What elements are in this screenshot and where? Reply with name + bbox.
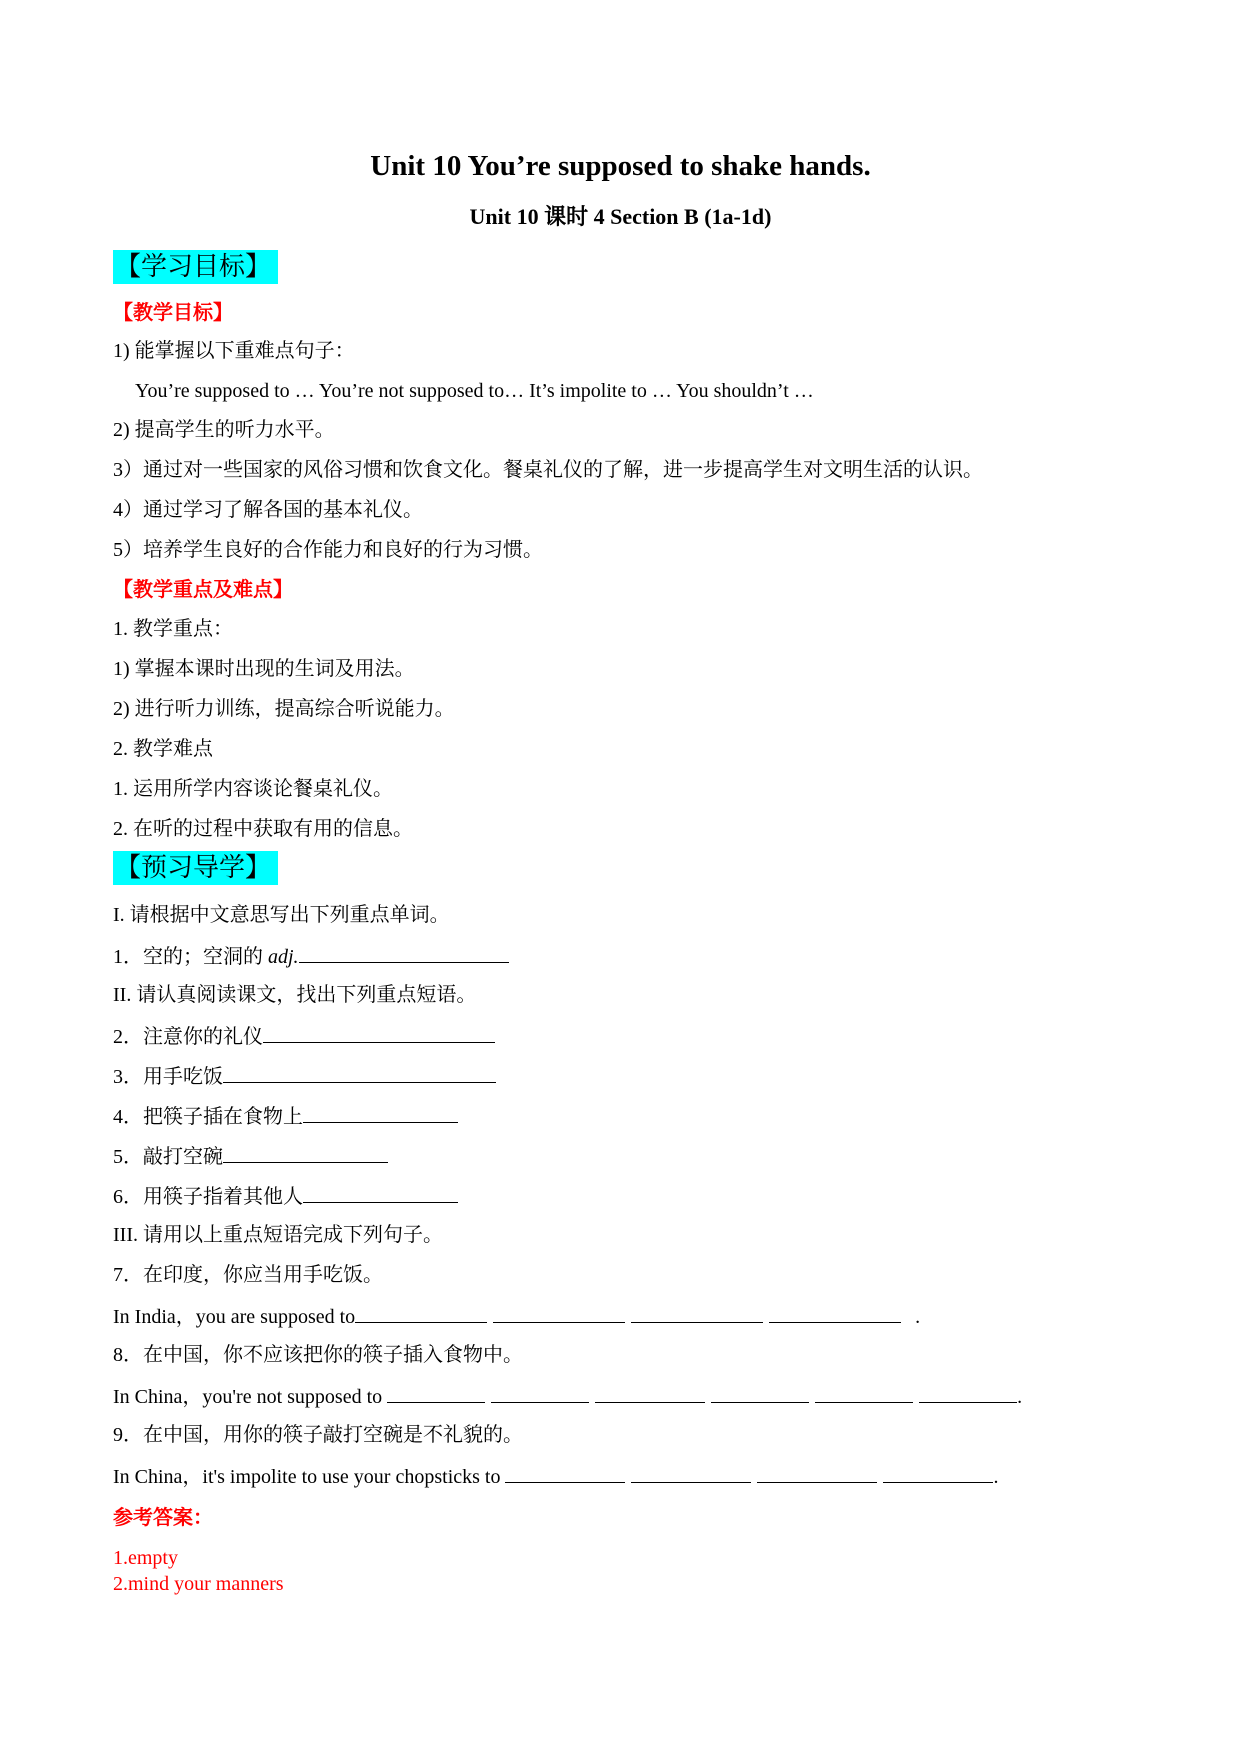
document-title: Unit 10 You’re supposed to shake hands. xyxy=(370,150,871,182)
question-8-chinese: 8．在中国，你不应该把你的筷子插入食物中。 xyxy=(113,1344,523,1366)
part-two-instruction: II. 请认真阅读课文，找出下列重点短语。 xyxy=(113,984,477,1006)
question-5 xyxy=(113,1142,388,1170)
goal-line: 4）通过学习了解各国的基本礼仪。 xyxy=(113,499,423,521)
key-point-line: 1) 掌握本课时出现的生词及用法。 xyxy=(113,658,415,680)
question-7-prompt: In India，you are supposed to xyxy=(113,1306,356,1328)
goal-line: 1) 能掌握以下重难点句子： xyxy=(113,340,355,362)
question-5-text: 5．敲打空碗 xyxy=(113,1146,223,1168)
answer-blank[interactable] xyxy=(299,942,509,963)
answer-blank[interactable] xyxy=(387,1382,485,1403)
answer-item: 2.mind your manners xyxy=(113,1573,284,1595)
key-point-line: 1. 教学重点： xyxy=(113,618,233,640)
answer-blank[interactable] xyxy=(303,1102,458,1123)
part-three-instruction: III. 请用以上重点短语完成下列句子。 xyxy=(113,1224,443,1246)
document-subtitle: Unit 10 课时 4 Section B (1a-1d) xyxy=(469,204,772,229)
answer-blank[interactable] xyxy=(919,1382,1017,1403)
question-6 xyxy=(113,1182,458,1210)
answer-item: 1.empty xyxy=(113,1547,178,1569)
answer-blank[interactable] xyxy=(505,1462,625,1483)
answer-blank[interactable] xyxy=(711,1382,809,1403)
question-4-text: 4．把筷子插在食物上 xyxy=(113,1106,303,1128)
question-2 xyxy=(113,1022,495,1050)
answer-blank[interactable] xyxy=(631,1302,763,1323)
answer-blank[interactable] xyxy=(303,1182,458,1203)
answer-blank[interactable] xyxy=(355,1302,487,1323)
answer-blank[interactable] xyxy=(491,1382,589,1403)
question-2-text: 2．注意你的礼仪 xyxy=(113,1026,263,1048)
question-1-pos: adj. xyxy=(268,946,299,968)
key-point-line: 2) 进行听力训练，提高综合听说能力。 xyxy=(113,698,455,720)
key-point-line: 1. 运用所学内容谈论餐桌礼仪。 xyxy=(113,778,393,800)
answer-blank[interactable] xyxy=(223,1062,496,1083)
answer-blank[interactable] xyxy=(631,1462,751,1483)
teaching-goals-heading: 【教学目标】 xyxy=(113,300,233,324)
question-4 xyxy=(113,1102,458,1130)
goal-line: 5）培养学生良好的合作能力和良好的行为习惯。 xyxy=(113,539,543,561)
answer-blank[interactable] xyxy=(223,1142,388,1163)
answer-blank[interactable] xyxy=(757,1462,877,1483)
question-1 xyxy=(113,942,509,970)
key-point-line: 2. 教学难点 xyxy=(113,738,213,760)
sentence-period: . xyxy=(993,1466,999,1488)
answer-blank[interactable] xyxy=(493,1302,625,1323)
question-9-english xyxy=(113,1462,998,1490)
question-3 xyxy=(113,1062,496,1090)
goal-line: 3）通过对一些国家的风俗习惯和饮食文化。餐桌礼仪的了解，进一步提高学生对文明生活的认识。 xyxy=(113,459,983,481)
question-9-chinese: 9．在中国，用你的筷子敲打空碗是不礼貌的。 xyxy=(113,1424,523,1446)
answer-blank[interactable] xyxy=(263,1022,495,1043)
section-heading-preview: 【预习导学】 xyxy=(113,851,278,885)
answer-blank[interactable] xyxy=(815,1382,913,1403)
section-heading-learning-goals: 【学习目标】 xyxy=(113,250,278,284)
question-6-text: 6．用筷子指着其他人 xyxy=(113,1186,303,1208)
key-point-line: 2. 在听的过程中获取有用的信息。 xyxy=(113,818,413,840)
question-1-text: 1．空的；空洞的 xyxy=(113,946,268,968)
question-9-prompt: In China，it's impolite to use your chopsticks to xyxy=(113,1466,506,1488)
sentence-period: . xyxy=(915,1306,921,1328)
answer-blank[interactable] xyxy=(595,1382,705,1403)
question-7-chinese: 7．在印度，你应当用手吃饭。 xyxy=(113,1264,383,1286)
key-points-heading: 【教学重点及难点】 xyxy=(113,577,293,601)
part-one-instruction: I. 请根据中文意思写出下列重点单词。 xyxy=(113,904,450,926)
answer-blank[interactable] xyxy=(769,1302,901,1323)
question-7-english xyxy=(113,1302,920,1330)
goal-line: 2) 提高学生的听力水平。 xyxy=(113,419,335,441)
sentence-period: . xyxy=(1017,1386,1023,1408)
question-8-prompt: In China，you're not supposed to xyxy=(113,1386,388,1408)
answer-blank[interactable] xyxy=(883,1462,993,1483)
question-8-english xyxy=(113,1382,1022,1410)
goal-sentences: You’re supposed to … You’re not supposed to… It’s impolite to … You shouldn’t … xyxy=(135,380,814,402)
answers-heading: 参考答案： xyxy=(113,1505,213,1529)
question-3-text: 3．用手吃饭 xyxy=(113,1066,223,1088)
